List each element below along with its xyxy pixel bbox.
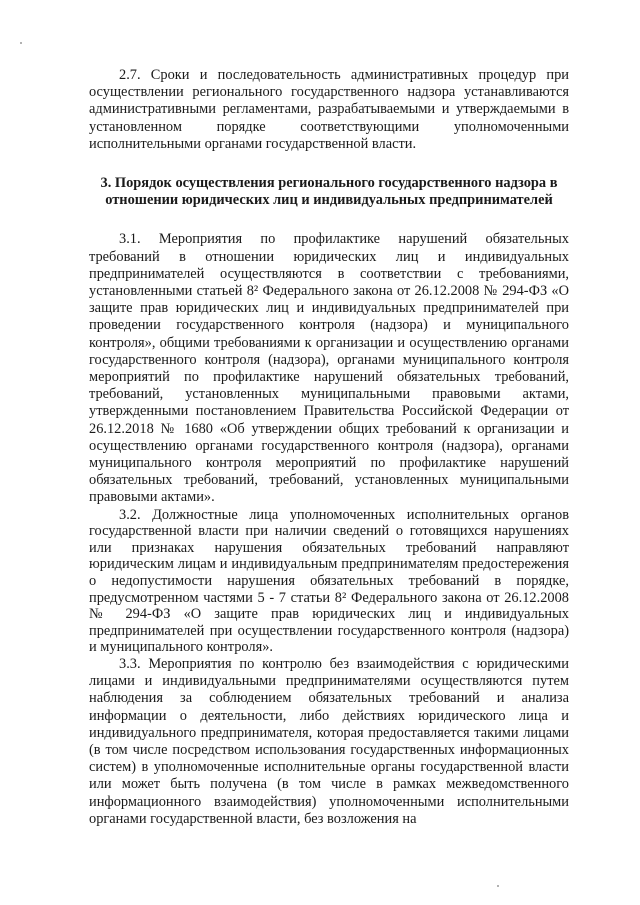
scan-speck — [497, 885, 499, 887]
paragraph-3-1: 3.1. Мероприятия по профилактике нарушений обязательных требований в отношении юридических лиц и индивидуальных предпринимателей осуществляются в соответствии с требованиями, установленными статьей 8² Федерального закона от 26.12.2008 № 294-ФЗ «О защите прав юридических лиц и индивидуальных предпринимателей при проведении государственного контроля (надзора) и муниципального контроля», общими требованиями к организации и осуществлению органами государственного контроля (надзора), органами муниципального контроля мероприятий по профилактике нарушений обязательных требований, требований, установленных муниципальными правовыми актами, утвержденными постановлением Правительства Российской Федерации от 26.12.2018 № 1680 «Об утверждении общих требований к организации и осуществлению органами государственного контроля (надзора), органами муниципального контроля мероприятий по профилактике нарушений обязательных требований, требований, установленных муниципальными правовыми актами». — [89, 231, 569, 506]
paragraph-2-7: 2.7. Сроки и последовательность административных процедур при осуществлении регионального государственного надзора устанавливаются административными регламентами, разрабатываемыми и утверждаемыми в установленном порядке соответствующими уполномоченными исполнительными органами государственной власти. — [89, 67, 569, 152]
paragraph-3-2: 3.2. Должностные лица уполномоченных исполнительных органов государственной власти при наличии сведений о готовящихся нарушениях или признаках нарушения обязательных требований направляют юридическим лицам и индивидуальным предпринимателям предостережения о недопустимости нарушения обязательных требований в порядке, предусмотренном частями 5 - 7 статьи 8² Федерального закона от 26.12.2008 № 294-ФЗ «О защите прав юридических лиц и индивидуальных предпринимателей при осуществлении государственного контроля (надзора) и муниципального контроля». — [89, 506, 569, 656]
paragraph-3-3: 3.3. Мероприятия по контролю без взаимодействия с юридическими лицами и индивидуальными предпринимателями осуществляются путем наблюдения за соблюдением обязательных требований и анализа информации о деятельности, либо действиях юридического лица и индивидуального предпринимателя, которая предоставляется такими лицами (в том числе посредством использования государственных информационных систем) в уполномоченные исполнительные органы государственной власти или может быть получена (в том числе в рамках межведомственного информационного взаимодействия) уполномоченными исполнительными органами государственной власти, без возложения на — [89, 656, 569, 827]
scan-speck — [20, 42, 22, 44]
section-3-heading: 3. Порядок осуществления регионального государственного надзора в отношении юридических лиц и индивидуальных предпринимателей — [100, 175, 558, 209]
document-body — [89, 67, 569, 828]
